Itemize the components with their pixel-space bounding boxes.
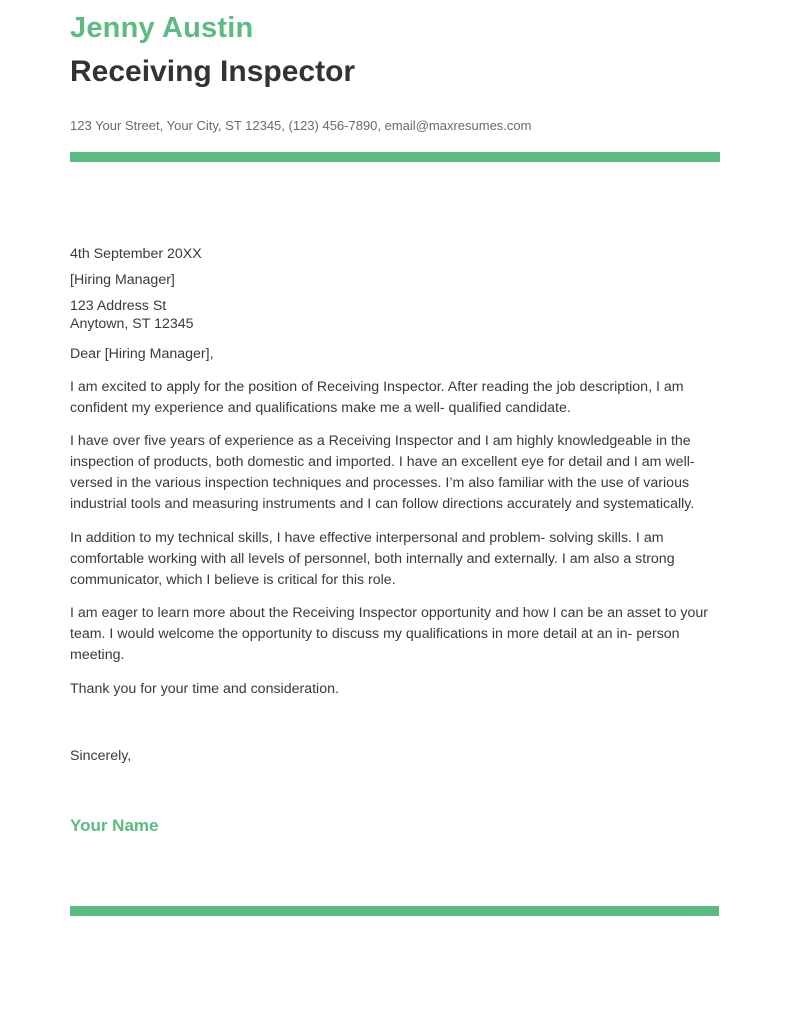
paragraph-line: I am excited to apply for the position of Receiving Inspector. After reading the job description, I am xyxy=(70,379,684,395)
paragraph-4 xyxy=(70,603,720,666)
applicant-name: Jenny Austin xyxy=(70,12,254,44)
paragraph-line: team. I would welcome the opportunity to discuss my qualifications in more detail at an in- person xyxy=(70,626,680,642)
paragraph-line: In addition to my technical skills, I have effective interpersonal and problem- solving skills. I am xyxy=(70,530,664,546)
paragraph-1 xyxy=(70,377,720,419)
paragraph-line: I am eager to learn more about the Receiving Inspector opportunity and how I can be an asset to your xyxy=(70,605,709,621)
recipient-name: [Hiring Manager] xyxy=(70,272,175,288)
paragraph-line: industrial tools and measuring instruments and I can follow directions accurately and systematically. xyxy=(70,496,695,512)
recipient-address-line2: Anytown, ST 12345 xyxy=(70,316,194,332)
paragraph-line: inspection of products, both domestic and imported. I have an excellent eye for detail and I am well- xyxy=(70,454,695,470)
paragraph-3 xyxy=(70,528,720,591)
paragraph-line: versed in the various inspection techniques and processes. I’m also familiar with the use of various xyxy=(70,475,690,491)
bottom-divider xyxy=(70,906,719,916)
sign-off: Sincerely, xyxy=(70,748,132,764)
signature-name: Your Name xyxy=(70,816,159,835)
top-divider xyxy=(70,152,720,162)
paragraph-line: communicator, which I believe is critical for this role. xyxy=(70,572,396,588)
paragraph-2 xyxy=(70,431,720,515)
paragraph-line: confident my experience and qualifications make me a well- qualified candidate. xyxy=(70,400,571,416)
recipient-address-line1: 123 Address St xyxy=(70,298,167,314)
closing-line: Thank you for your time and consideration. xyxy=(70,681,339,697)
job-title: Receiving Inspector xyxy=(70,55,356,88)
contact-info: 123 Your Street, Your City, ST 12345, (123) 456-7890, email@maxresumes.com xyxy=(70,118,532,133)
paragraph-line: comfortable working with all levels of personnel, both internally and externally. I am also a strong xyxy=(70,551,675,567)
paragraph-line: I have over five years of experience as a Receiving Inspector and I am highly knowledgeable in the xyxy=(70,433,691,449)
letter-date: 4th September 20XX xyxy=(70,246,202,262)
paragraph-line: meeting. xyxy=(70,647,125,663)
salutation: Dear [Hiring Manager], xyxy=(70,346,214,362)
